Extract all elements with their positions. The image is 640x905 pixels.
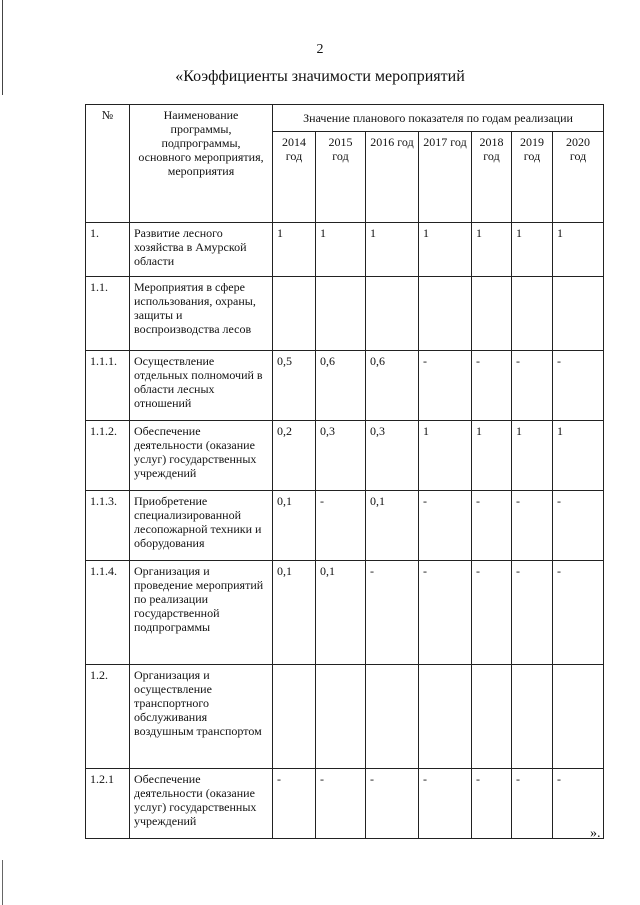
value-cell: - <box>273 769 316 839</box>
value-cell <box>419 277 472 351</box>
value-cell: 1 <box>316 223 366 277</box>
table-row <box>86 491 604 561</box>
value-cell: 1 <box>553 421 604 491</box>
header-year: 2014 год <box>273 132 316 223</box>
value-cell: - <box>472 561 512 665</box>
table-row <box>86 769 604 839</box>
row-number: 1.1.1. <box>86 351 130 421</box>
table-row <box>86 277 604 351</box>
row-number: 1.1. <box>86 277 130 351</box>
header-year: 2016 год <box>366 132 419 223</box>
value-cell: 1 <box>512 421 553 491</box>
value-cell: - <box>512 491 553 561</box>
value-cell <box>419 665 472 769</box>
value-cell: - <box>419 769 472 839</box>
value-cell: 1 <box>419 421 472 491</box>
value-cell: - <box>419 561 472 665</box>
value-cell: - <box>553 491 604 561</box>
row-name: Осуществление отдельных полномочий в области лесных отношений <box>130 351 273 421</box>
value-cell: - <box>366 769 419 839</box>
value-cell: 0,6 <box>316 351 366 421</box>
value-cell <box>366 277 419 351</box>
value-cell: 1 <box>512 223 553 277</box>
value-cell <box>316 277 366 351</box>
coefficients-table <box>85 104 604 839</box>
margin-line <box>2 860 3 905</box>
value-cell: 0,2 <box>273 421 316 491</box>
value-cell: 0,1 <box>273 491 316 561</box>
value-cell: 0,5 <box>273 351 316 421</box>
value-cell: 0,3 <box>366 421 419 491</box>
table-row <box>86 421 604 491</box>
row-number: 1.2.1 <box>86 769 130 839</box>
value-cell: 1 <box>419 223 472 277</box>
row-number: 1.1.2. <box>86 421 130 491</box>
value-cell: 1 <box>472 223 512 277</box>
page-number: 2 <box>316 42 324 57</box>
value-cell <box>512 277 553 351</box>
value-cell: - <box>472 769 512 839</box>
value-cell: - <box>512 769 553 839</box>
value-cell: 0,6 <box>366 351 419 421</box>
closing-quote: ». <box>590 826 601 841</box>
row-name: Организация и осуществление транспортного обслуживания воздушным транспортом <box>130 665 273 769</box>
row-number: 1.2. <box>86 665 130 769</box>
table-row <box>86 223 604 277</box>
table-header <box>86 105 604 223</box>
row-name: Мероприятия в сфере использования, охраны, защиты и воспроизводства лесов <box>130 277 273 351</box>
value-cell <box>316 665 366 769</box>
row-number: 1.1.3. <box>86 491 130 561</box>
row-name: Организация и проведение мероприятий по реализации государственной подпрограммы <box>130 561 273 665</box>
value-cell: 1 <box>553 223 604 277</box>
value-cell <box>553 665 604 769</box>
value-cell <box>273 665 316 769</box>
table-row <box>86 561 604 665</box>
value-cell: - <box>472 491 512 561</box>
header-name: Наименование программы, подпрограммы, основного мероприятия, мероприятия <box>130 105 273 223</box>
row-name: Обеспечение деятельности (оказание услуг) государственных учреждений <box>130 421 273 491</box>
row-name: Обеспечение деятельности (оказание услуг) государственных учреждений <box>130 769 273 839</box>
value-cell: - <box>419 351 472 421</box>
value-cell: 0,1 <box>366 491 419 561</box>
value-cell: - <box>553 351 604 421</box>
value-cell: 1 <box>472 421 512 491</box>
value-cell: - <box>553 561 604 665</box>
value-cell <box>512 665 553 769</box>
table-row <box>86 665 604 769</box>
header-year: 2018 год <box>472 132 512 223</box>
value-cell: 1 <box>366 223 419 277</box>
value-cell: 0,3 <box>316 421 366 491</box>
header-year: 2017 год <box>419 132 472 223</box>
value-cell: - <box>553 769 604 839</box>
value-cell: 0,1 <box>273 561 316 665</box>
value-cell: - <box>472 351 512 421</box>
value-cell: - <box>512 351 553 421</box>
value-cell: - <box>512 561 553 665</box>
value-cell: - <box>316 491 366 561</box>
header-year: 2020 год <box>553 132 604 223</box>
value-cell: - <box>366 561 419 665</box>
row-name: Приобретение специализированной лесопожарной техники и оборудования <box>130 491 273 561</box>
value-cell <box>553 277 604 351</box>
value-cell <box>366 665 419 769</box>
table-row <box>86 351 604 421</box>
row-name: Развитие лесного хозяйства в Амурской области <box>130 223 273 277</box>
value-cell <box>472 277 512 351</box>
value-cell <box>273 277 316 351</box>
value-cell: 1 <box>273 223 316 277</box>
value-cell <box>472 665 512 769</box>
header-year: 2019 год <box>512 132 553 223</box>
value-cell: - <box>419 491 472 561</box>
page-title: «Коэффициенты значимости мероприятий <box>175 68 465 85</box>
header-year: 2015 год <box>316 132 366 223</box>
value-cell: - <box>316 769 366 839</box>
header-group: Значение планового показателя по годам реализации <box>273 105 604 132</box>
value-cell: 0,1 <box>316 561 366 665</box>
header-number: № <box>86 105 130 223</box>
row-number: 1. <box>86 223 130 277</box>
row-number: 1.1.4. <box>86 561 130 665</box>
